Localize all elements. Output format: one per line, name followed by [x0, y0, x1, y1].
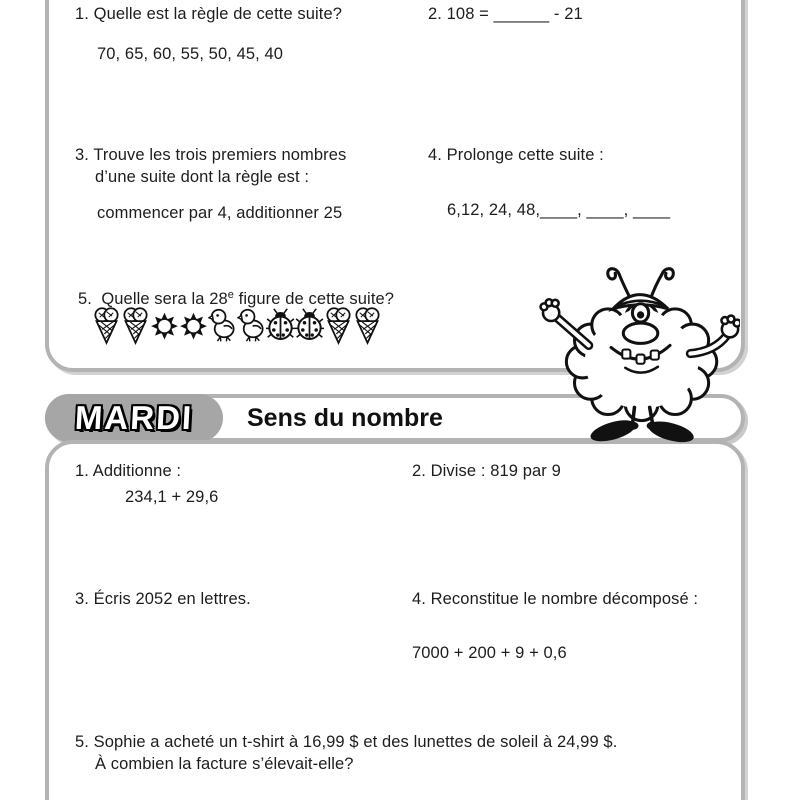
- top-q4-sequence: 6,12, 24, 48,____, ____, ____: [447, 201, 671, 219]
- top-q3-rule: commencer par 4, additionner 25: [97, 204, 343, 222]
- mardi-day-badge: [45, 394, 223, 442]
- ice-cream-cone-icon: [324, 305, 353, 345]
- top-q3-line2: d’une suite dont la règle est :: [95, 168, 310, 186]
- monster-mascot-illustration: [535, 256, 740, 444]
- ladybug-icon: [266, 305, 295, 345]
- mardi-q5-line2: À combien la facture s’élevait-elle?: [95, 755, 354, 773]
- ice-cream-cone-icon: [92, 305, 121, 345]
- sun-icon: [179, 305, 208, 345]
- mardi-q1-expression: 234,1 + 29,6: [125, 488, 219, 506]
- chick-icon: [237, 305, 266, 345]
- ordinal-superscript: e: [227, 289, 234, 301]
- mardi-q3-text: 3. Écris 2052 en lettres.: [75, 590, 251, 608]
- chick-icon: [208, 305, 237, 345]
- mardi-q4-expression: 7000 + 200 + 9 + 0,6: [412, 644, 567, 662]
- top-q5-text: 5. Quelle sera la 28e figure de cette suite?: [78, 289, 395, 308]
- mardi-day-label: MARDI: [73, 399, 195, 436]
- top-q4-text: 4. Prolonge cette suite :: [428, 146, 604, 164]
- mardi-q5-line1: 5. Sophie a acheté un t-shirt à 16,99 $ et des lunettes de soleil à 24,99 $.: [75, 733, 618, 751]
- section-subject-title: Sens du nombre: [247, 404, 443, 432]
- sun-icon: [150, 305, 179, 345]
- top-q1-text: 1. Quelle est la règle de cette suite?: [75, 5, 343, 23]
- top-q1-sequence: 70, 65, 60, 55, 50, 45, 40: [97, 45, 284, 63]
- ice-cream-cone-icon: [121, 305, 150, 345]
- mardi-q4-text: 4. Reconstitue le nombre décomposé :: [412, 590, 699, 608]
- mardi-q1-text: 1. Additionne :: [75, 462, 182, 480]
- ice-cream-cone-icon: [353, 305, 382, 345]
- ladybug-icon: [295, 305, 324, 345]
- top-q2-text: 2. 108 = ______ - 21: [428, 5, 583, 23]
- top-q3-line1: 3. Trouve les trois premiers nombres: [75, 146, 347, 164]
- mardi-q2-text: 2. Divise : 819 par 9: [412, 462, 561, 480]
- figure-sequence-row: [92, 305, 382, 345]
